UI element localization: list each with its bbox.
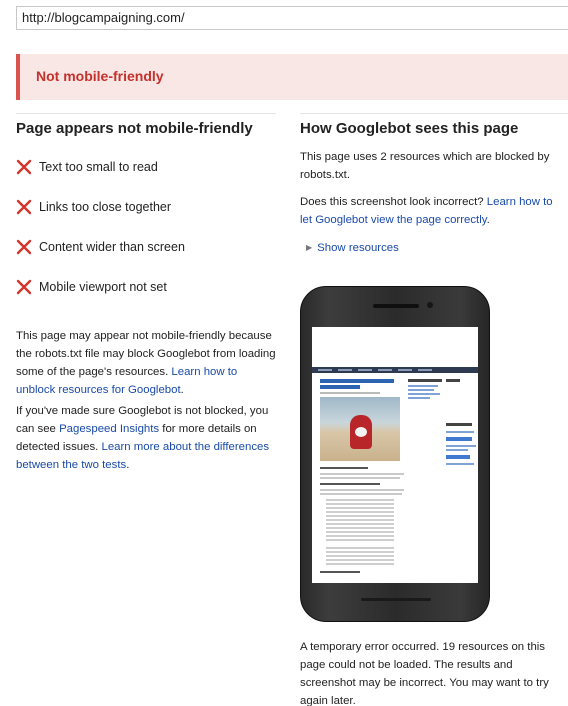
pagespeed-note-text: If you've made sure Googlebot is not blocked, you can see <box>16 405 269 435</box>
issue-text-too-small <box>16 158 276 178</box>
screenshot-sidebar-link <box>408 393 440 395</box>
screenshot-text-block <box>326 499 394 543</box>
temporary-error-note: A temporary error occurred. 19 resources on this page could not be loaded. The results and screenshot may be incorrect. You may want to try again later. <box>300 641 549 706</box>
red-x-icon <box>16 239 32 255</box>
screenshot-sidebar-heading <box>446 379 460 382</box>
screenshot-post-meta <box>320 392 380 394</box>
period: . <box>486 214 490 226</box>
red-x-icon <box>16 199 32 215</box>
screenshot-text-line <box>320 473 404 475</box>
page-screenshot <box>312 327 478 583</box>
front-camera <box>427 302 433 308</box>
screenshot-text-block <box>326 547 394 567</box>
pagespeed-insights-link[interactable]: Pagespeed Insights <box>59 423 160 435</box>
unblock-resources-link[interactable]: Learn how to unblock resources for Googlebot <box>16 366 238 396</box>
screenshot-post-image <box>320 397 400 461</box>
screenshot-text-line <box>320 493 402 495</box>
url-input[interactable]: http://blogcampaigning.com/ <box>16 6 568 30</box>
issue-label: Text too small to read <box>39 160 158 174</box>
screenshot-nav-bar <box>312 367 478 373</box>
status-text: Not mobile-friendly <box>36 68 164 84</box>
show-resources-toggle[interactable] <box>306 242 399 254</box>
screenshot-subheading <box>320 483 380 485</box>
right-divider <box>300 113 568 114</box>
issue-viewport-not-set <box>16 278 276 298</box>
screenshot-post-title <box>320 379 394 383</box>
screenshot-subheading <box>320 571 360 573</box>
screenshot-subheading <box>320 467 368 469</box>
issue-label: Content wider than screen <box>39 240 185 254</box>
incorrect-screenshot-note <box>300 193 566 229</box>
screenshot-post-title <box>320 385 360 389</box>
screenshot-tag <box>446 449 468 451</box>
screenshot-tag <box>446 445 476 447</box>
period: . <box>180 384 184 396</box>
left-heading: Page appears not mobile-friendly <box>16 120 253 137</box>
screenshot-text-line <box>320 477 400 479</box>
screenshot-tag <box>446 455 470 459</box>
issue-label: Links too close together <box>39 200 172 214</box>
issue-label: Mobile viewport not set <box>39 280 167 294</box>
screenshot-tag <box>446 437 472 441</box>
screenshot-text-line <box>320 489 404 491</box>
red-x-icon <box>16 159 32 175</box>
issue-content-wider <box>16 238 276 258</box>
santa-beard <box>355 427 367 437</box>
pagespeed-note-text-2: for more details on detected issues. <box>16 423 257 453</box>
triangle-right-icon: ▶ <box>306 243 313 252</box>
differences-link[interactable]: Learn more about the differences between the two tests <box>16 441 270 471</box>
phone-preview <box>300 286 490 622</box>
speaker-grille <box>373 304 419 308</box>
robots-explanation <box>16 327 278 399</box>
right-heading: How Googlebot sees this page <box>300 120 519 137</box>
issue-links-too-close <box>16 198 276 218</box>
home-bar <box>361 598 431 601</box>
screenshot-sidebar-link <box>408 397 430 399</box>
blocked-resources-text: This page uses 2 resources which are blocked by robots.txt. <box>300 151 550 181</box>
pagespeed-note <box>16 402 278 474</box>
left-divider <box>16 113 276 114</box>
period: . <box>126 459 130 471</box>
let-googlebot-view-link[interactable]: Learn how to let Googlebot view the page correctly <box>300 196 553 226</box>
screenshot-sidebar-link <box>408 389 434 391</box>
screenshot-tag <box>446 463 474 465</box>
screenshot-sidebar-heading <box>408 379 442 382</box>
screenshot-sidebar-link <box>408 385 438 387</box>
screenshot-sidebar-heading <box>446 423 472 426</box>
incorrect-note-text: Does this screenshot look incorrect? <box>300 196 487 208</box>
red-x-icon <box>16 279 32 295</box>
status-banner <box>16 54 568 100</box>
robots-explanation-text: This page may appear not mobile-friendly because the robots.txt file may block Googlebot from loading some of the page's resources. <box>16 330 276 378</box>
screenshot-tag <box>446 431 474 433</box>
show-resources-label: Show resources <box>317 242 399 254</box>
